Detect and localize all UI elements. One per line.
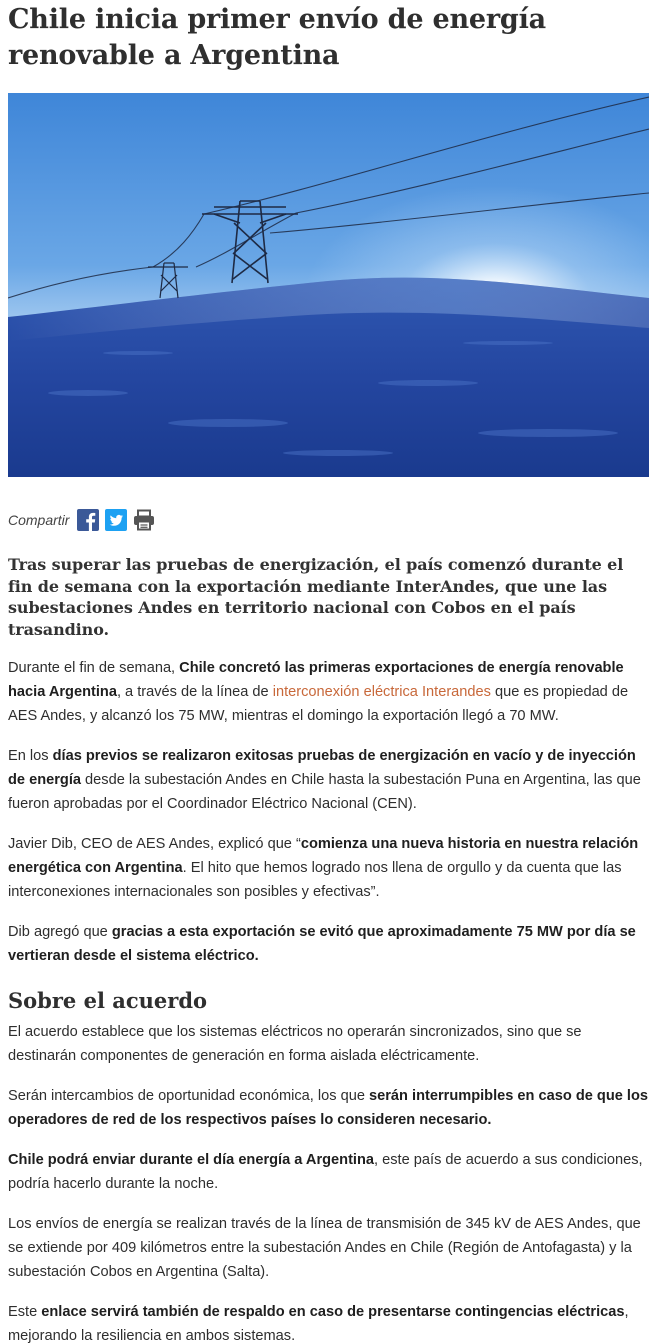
paragraph-3	[8, 832, 648, 904]
paragraph-1	[8, 656, 648, 728]
bold-text: enlace servirá también de respaldo en caso de presentarse contingencias eléctricas	[41, 1304, 625, 1320]
text: , a través de la línea de	[116, 684, 273, 700]
paragraph-7	[8, 1148, 648, 1196]
share-bar	[8, 506, 155, 534]
text: , este país de acuerdo a sus condiciones, podría hacerlo durante la noche.	[8, 1152, 643, 1192]
text: Dib agregó que	[8, 924, 112, 940]
paragraph-6	[8, 1084, 648, 1132]
article-title: Chile inicia primer envío de energía renovable a Argentina	[8, 4, 546, 71]
paragraph-2	[8, 744, 648, 816]
text: que es propiedad de AES Andes, y alcanzó los 75 MW, mientras el domingo la exportación llegó a 70 MW.	[8, 684, 629, 724]
bold-text: Chile concretó las primeras exportaciones de energía renovable hacia Argentina	[8, 660, 624, 700]
share-label: Compartir	[8, 512, 70, 528]
text: El acuerdo establece que los sistemas eléctricos no operarán sincronizados, sino que se destinarán componentes de generación en forma aislada eléctricamente.	[8, 1024, 582, 1064]
text: , mejorando la resiliencia en ambos sistemas.	[8, 1304, 629, 1343]
text: En los	[8, 748, 53, 764]
text: Durante el fin de semana,	[8, 660, 180, 676]
bold-text: días previos se realizaron exitosas pruebas de energización en vacío y de inyección de energía	[8, 748, 636, 788]
paragraph-9	[8, 1300, 648, 1343]
twitter-icon[interactable]	[105, 509, 127, 531]
bold-text: Chile podrá enviar durante el día energía a Argentina	[8, 1152, 375, 1168]
section-heading: Sobre el acuerdo	[8, 988, 208, 1013]
print-icon[interactable]	[133, 509, 155, 531]
facebook-icon[interactable]	[77, 509, 99, 531]
bold-text: comienza una nueva historia en nuestra relación energética con Argentina	[8, 836, 639, 876]
bold-text: gracias a esta exportación se evitó que aproximadamente 75 MW por día se vertieran desde el sistema eléctrico.	[8, 924, 636, 964]
text: Los envíos de energía se realizan través de la línea de transmisión de 345 kV de AES Andes, que se extiende por 409 kilómetros entre la subestación Andes en Chile (Región de Antofagasta) y la subestación Cobos en Argentina (Salta).	[8, 1216, 641, 1280]
bold-text: serán interrumpibles en caso de que los operadores de red de los respectivos países lo consideren necesario.	[8, 1088, 649, 1128]
text: Serán intercambios de oportunidad económica, los que	[8, 1088, 370, 1104]
paragraph-5	[8, 1020, 648, 1068]
text: . El hito que hemos logrado nos llena de orgullo y da cuenta que las interconexiones internacionales son posibles y efectivas”.	[8, 860, 622, 900]
paragraph-4	[8, 920, 648, 968]
article-body	[8, 656, 648, 1343]
text: Javier Dib, CEO de AES Andes, explicó que “	[8, 836, 301, 852]
hero-image	[8, 93, 649, 477]
article-lead: Tras superar las pruebas de energización, el país comenzó durante el fin de semana con la exportación mediante InterAndes, que une las subestaciones Andes en territorio nacional con Cobos en el país trasandino.	[8, 555, 624, 639]
text: desde la subestación Andes en Chile hasta la subestación Puna en Argentina, las que fueron aprobadas por el Coordinador Eléctrico Nacional (CEN).	[8, 772, 641, 812]
paragraph-8	[8, 1212, 648, 1284]
text: Este	[8, 1304, 42, 1320]
interandes-link[interactable]: interconexión eléctrica Interandes	[272, 684, 491, 700]
